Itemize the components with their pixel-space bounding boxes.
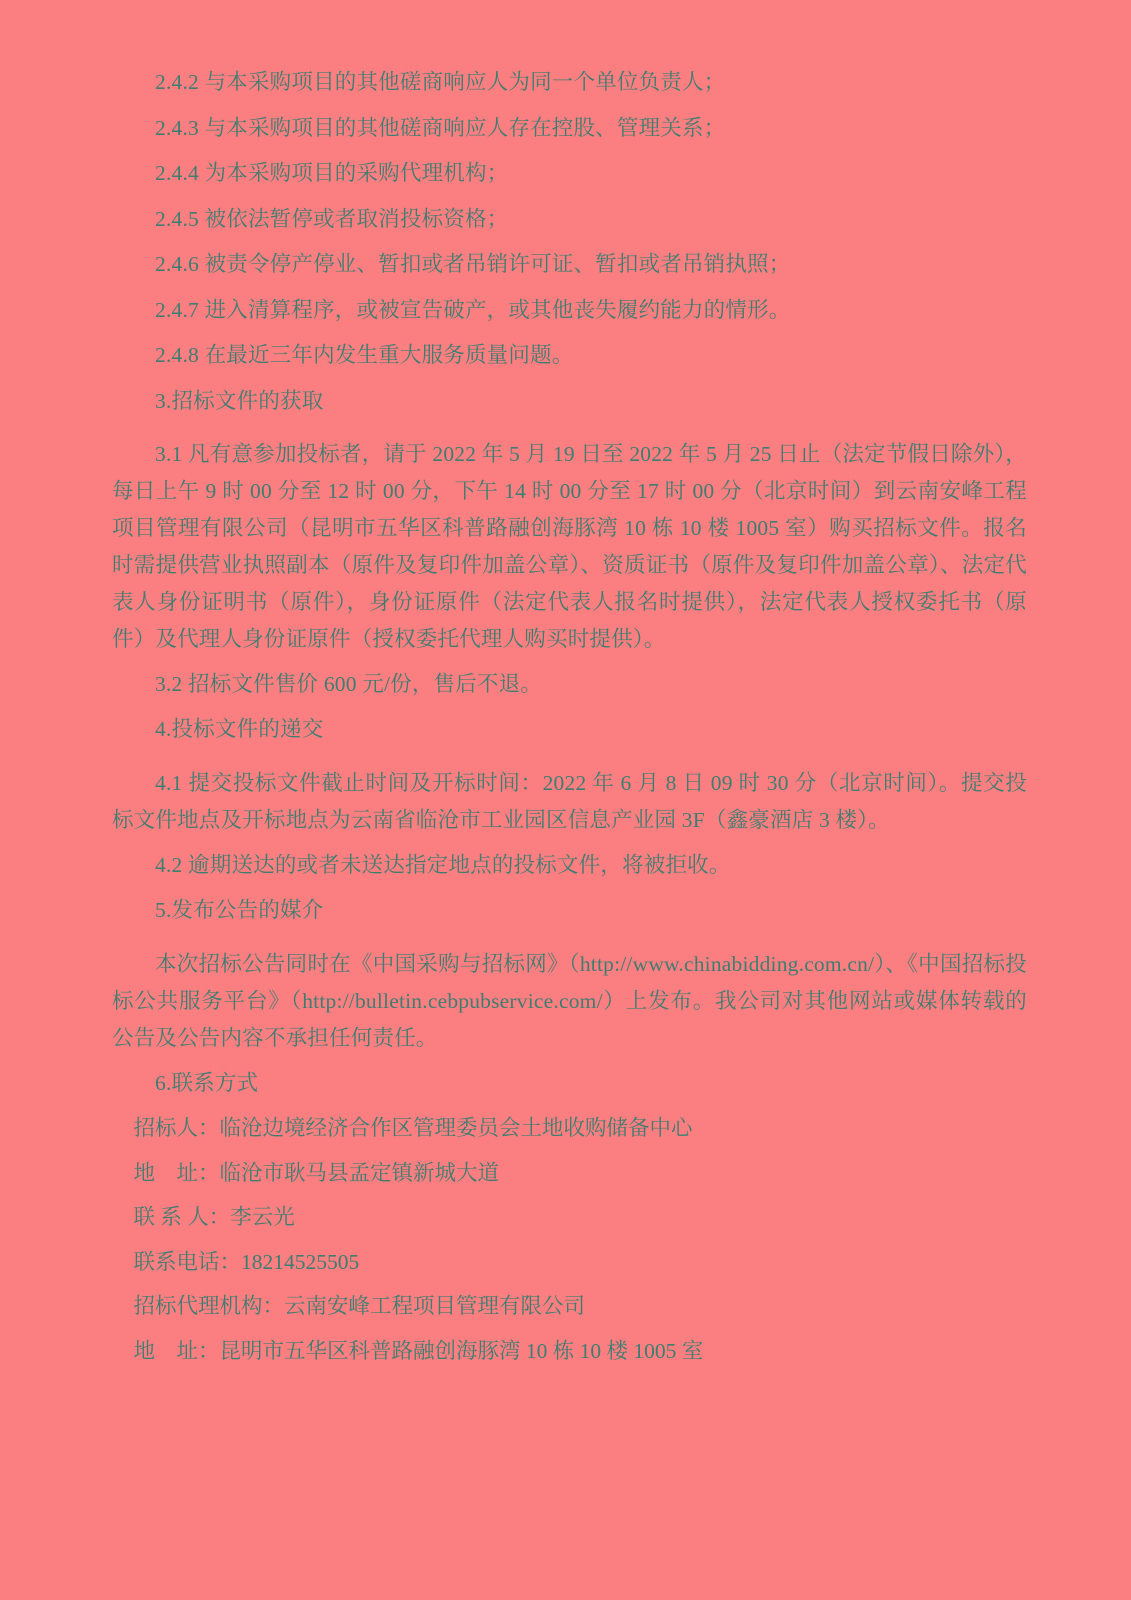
contact-address-label: 地 址： (133, 1160, 220, 1185)
clause-2-4-4: 2.4.4 为本采购项目的采购代理机构； (155, 161, 509, 185)
clause-2-4-7: 2.4.7 进入清算程序，或被宣告破产，或其他丧失履约能力的情形。 (155, 297, 791, 322)
contact-person-label: 联 系 人： (133, 1205, 231, 1230)
contact-person (112, 1207, 1027, 1229)
clause-4-2: 4.2 逾期送达的或者未送达指定地点的投标文件，将被拒收。 (155, 852, 731, 877)
clause-2-4-2: 2.4.2 与本采购项目的其他磋商响应人为同一个单位负责人； (155, 70, 726, 94)
section-4-heading: 4.投标文件的递交 (155, 717, 324, 742)
section-3-heading: 3.招标文件的获取 (155, 388, 324, 413)
contact-agency-label: 招标代理机构： (133, 1294, 285, 1319)
contact-address-value: 临沧市耿马县孟定镇新城大道 (219, 1160, 500, 1185)
contact-agency-address-value: 昆明市五华区科普路融创海豚湾 10 栋 10 楼 1005 室 (219, 1338, 704, 1363)
contact-phone-label: 联系电话： (133, 1249, 242, 1274)
document-body (112, 72, 1027, 1362)
contact-phone (112, 1249, 1027, 1274)
contact-agency-address (112, 1338, 1027, 1363)
clause-2-4-3: 2.4.3 与本采购项目的其他磋商响应人存在控股、管理关系； (155, 115, 726, 140)
contact-person-value: 李云光 (230, 1205, 295, 1230)
clause-3-1: 3.1 凡有意参加投标者，请于 2022 年 5 月 19 日至 2022 年 5 月 25 日止（法定节假日除外），每日上午 9 时 00 分至 12 时 00 分，下午 14 时 00 分至 17 时 00 分（北京时间）到云南安峰工程项目管理有限公司（昆明市五华区科普路融创海豚湾 10 栋 10 楼 1005 室）购买招标文件。报名时需提供营业执照副本（原件及复印件加盖公章）、资质证书（原件及复印件加盖公章）、法定代表人身份证明书（原件），身份证原件（法定代表人报名时提供），法定代表人授权委托书（原件）及代理人身份证原件（授权委托代理人购买时提供）。 (112, 442, 1027, 651)
contact-phone-value: 18214525505 (241, 1249, 360, 1274)
contact-agency-address-label: 地 址： (133, 1338, 220, 1363)
clause-2-4-8: 2.4.8 在最近三年内发生重大服务质量问题。 (155, 343, 574, 367)
clause-3-2: 3.2 招标文件售价 600 元/份，售后不退。 (155, 671, 543, 696)
clause-2-4-6: 2.4.6 被责令停产停业、暂扣或者吊销许可证、暂扣或者吊销执照； (155, 252, 791, 276)
clause-4-1: 4.1 提交投标文件截止时间及开标时间：2022 年 6 月 8 日 09 时 30 分（北京时间）。提交投标文件地点及开标地点为云南省临沧市工业园区信息产业园 3F（鑫豪酒店 3 楼）。 (112, 770, 1027, 832)
clause-2-4-5: 2.4.5 被依法暂停或者取消投标资格； (155, 206, 509, 231)
clause-5-media: 本次招标公告同时在《中国采购与招标网》（http://www.chinabidding.com.cn/）、《中国招标投标公共服务平台》（http://bulletin.cebpubservice.com/）上发布。我公司对其他网站或媒体转载的公告及公告内容不承担任何责任。 (112, 951, 1027, 1050)
contact-address (112, 1160, 1027, 1185)
contact-agency (112, 1296, 1027, 1318)
contact-tenderer-label: 招标人： (133, 1116, 220, 1141)
contact-tenderer (112, 1118, 1027, 1140)
section-5-heading: 5.发布公告的媒介 (155, 898, 324, 923)
contact-agency-value: 云南安峰工程项目管理有限公司 (284, 1294, 586, 1319)
contact-tenderer-value: 临沧边境经济合作区管理委员会土地收购储备中心 (219, 1116, 693, 1141)
section-6-heading: 6.联系方式 (155, 1070, 259, 1095)
